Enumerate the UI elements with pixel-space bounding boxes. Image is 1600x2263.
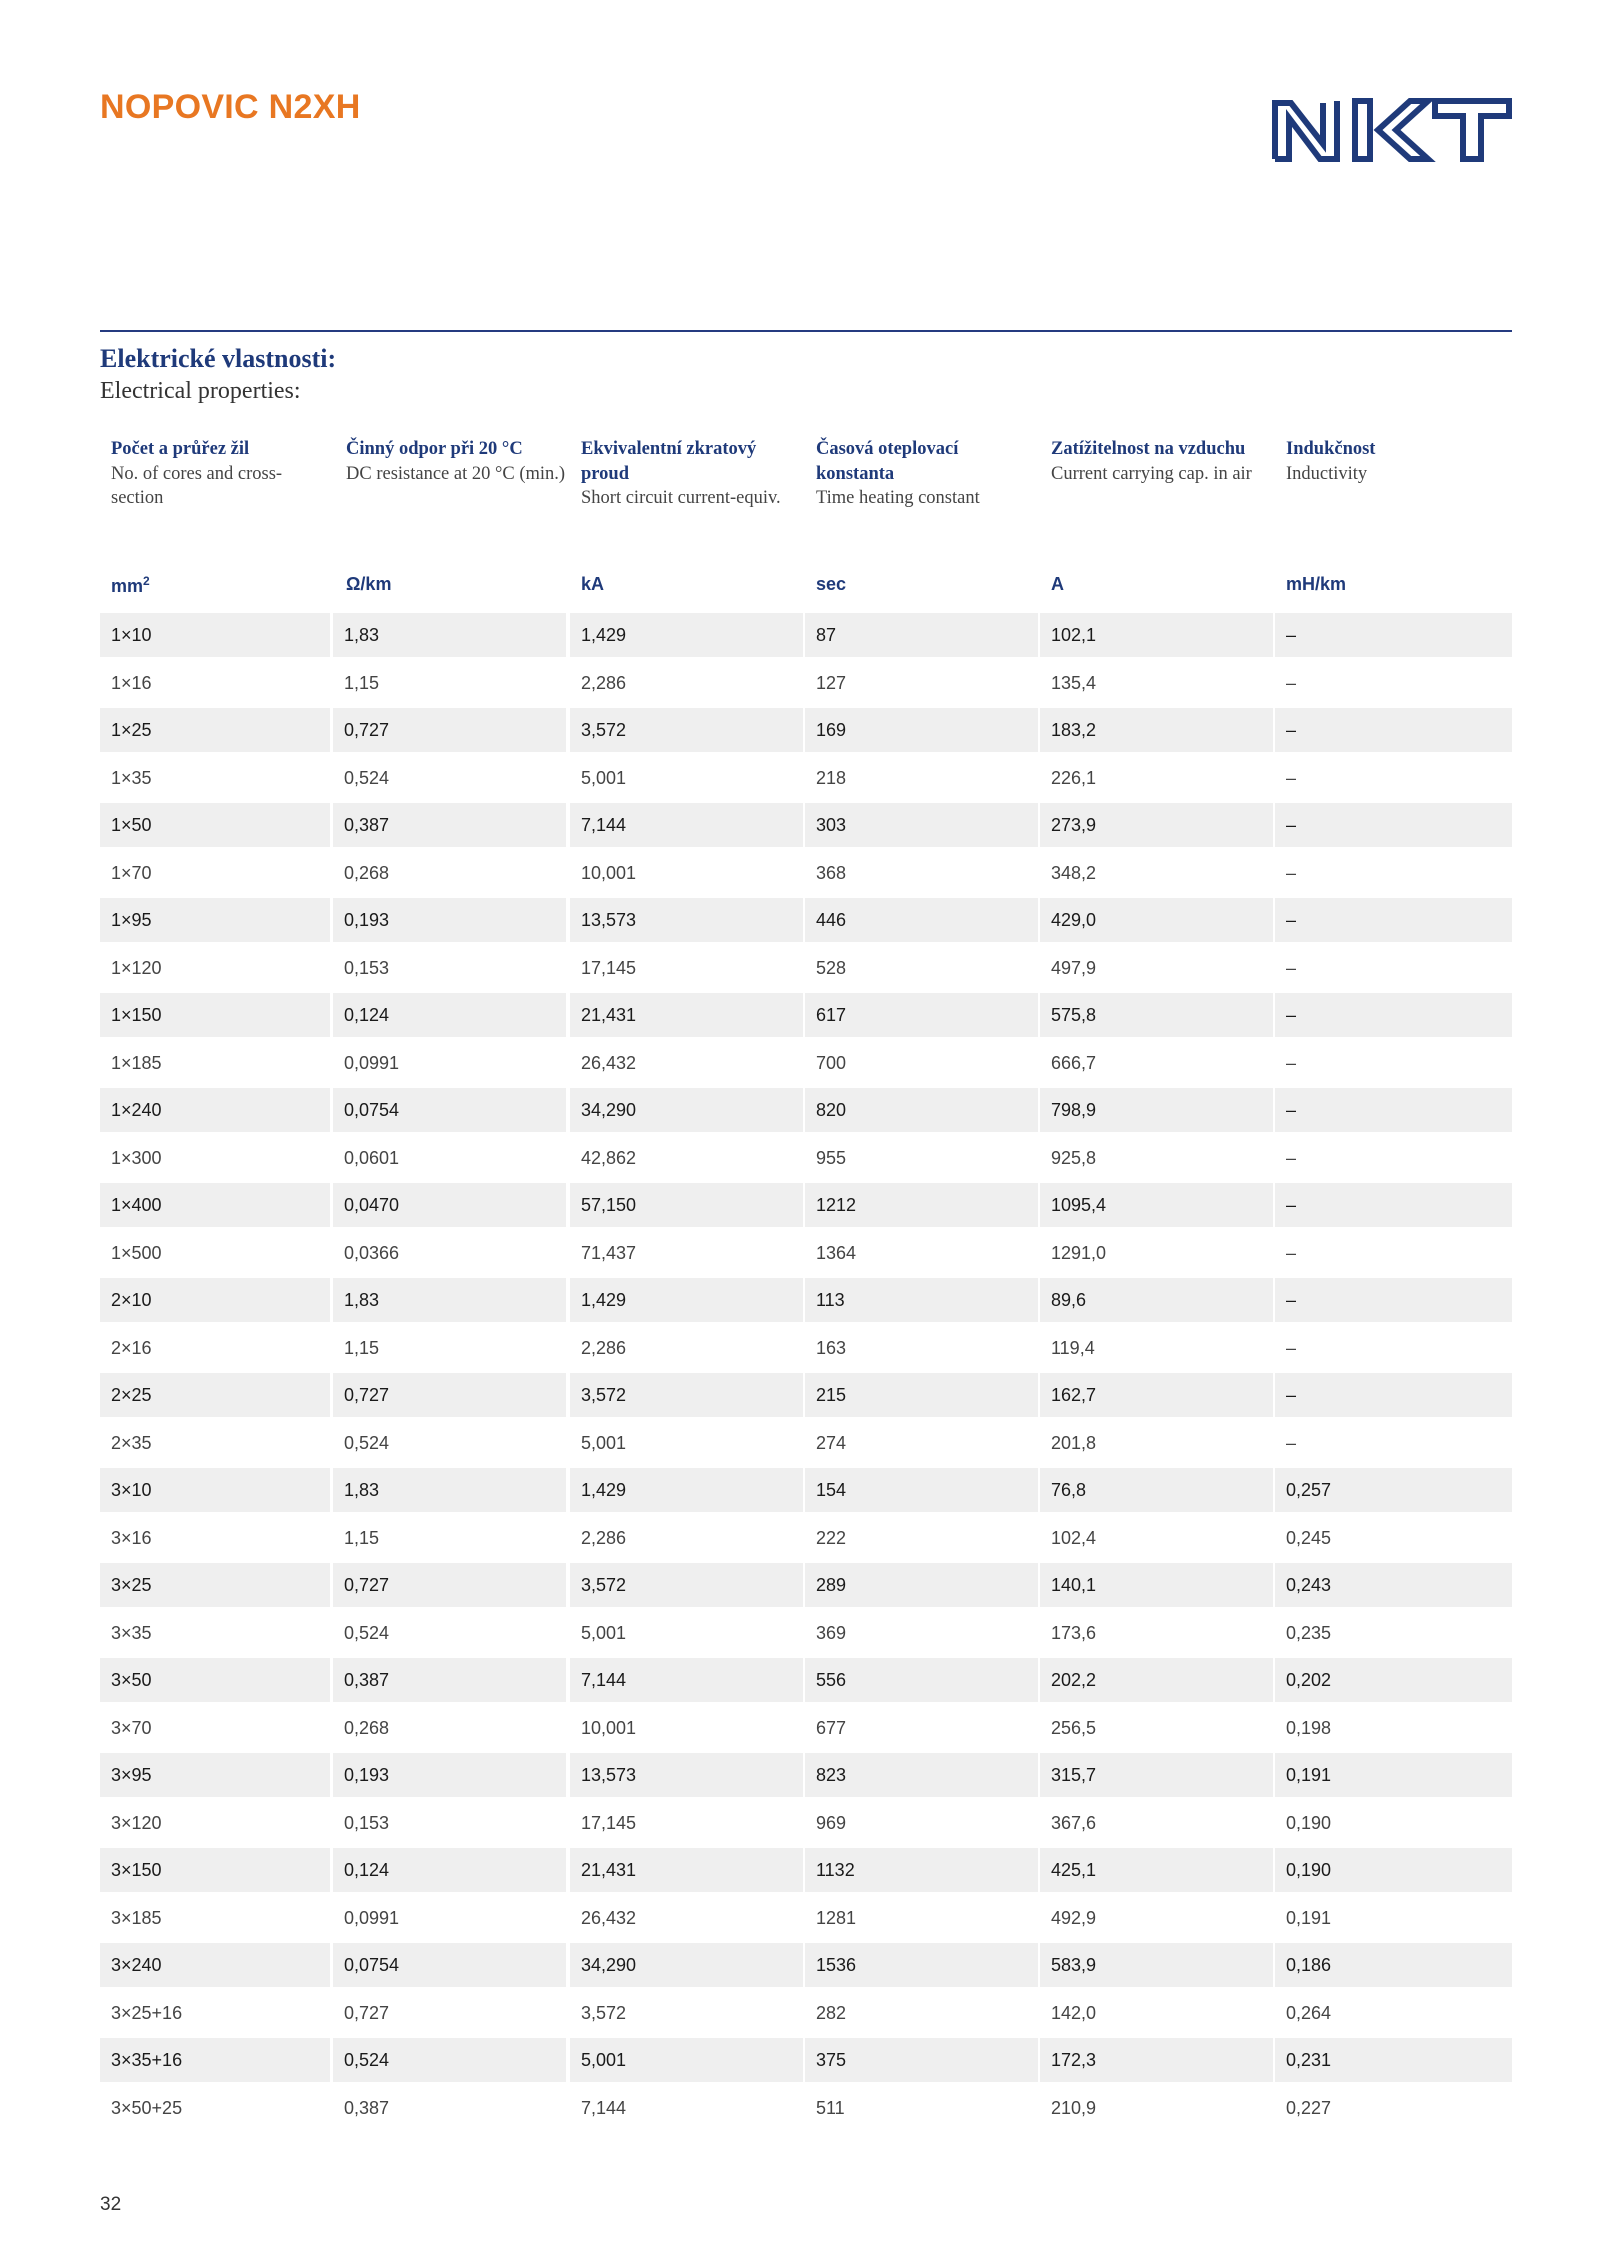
cell-time-constant: 369 <box>816 1622 847 1643</box>
cell-current-capacity: 583,9 <box>1040 1943 1273 1987</box>
cell-inductivity: 0,245 <box>1286 1527 1332 1548</box>
cell-cores: 1×400 <box>100 1183 330 1227</box>
cell-current-capacity: 172,3 <box>1040 2038 1273 2082</box>
cell-time-constant: 446 <box>805 898 1038 942</box>
cell-short-circuit: 34,290 <box>570 1088 803 1132</box>
cell-resistance: 0,193 <box>333 898 566 942</box>
cell-short-circuit: 42,862 <box>581 1147 637 1168</box>
cell-time-constant: 1132 <box>805 1848 1038 1892</box>
cell-inductivity: – <box>1286 1337 1297 1358</box>
cell-short-circuit: 5,001 <box>570 2038 803 2082</box>
table-row <box>100 1468 1512 1516</box>
cell-inductivity: 0,264 <box>1286 2002 1332 2023</box>
table-row <box>100 1801 1512 1849</box>
cell-resistance: 1,15 <box>344 1527 380 1548</box>
cell-cores: 3×35+16 <box>100 2038 330 2082</box>
table-row <box>100 1231 1512 1279</box>
cell-inductivity: – <box>1286 957 1297 978</box>
column-header-short-circuit: Ekvivalentní zkratový proud Short circuit current-equiv. <box>581 439 781 508</box>
table-row <box>100 898 1512 946</box>
cell-cores: 1×95 <box>100 898 330 942</box>
cell-current-capacity: 273,9 <box>1040 803 1273 847</box>
cell-resistance: 0,524 <box>344 767 390 788</box>
cell-inductivity: – <box>1275 803 1512 847</box>
cell-inductivity: 0,243 <box>1275 1563 1512 1607</box>
cell-cores: 1×300 <box>111 1147 162 1168</box>
cell-current-capacity: 666,7 <box>1051 1052 1097 1073</box>
cell-cores: 1×150 <box>100 993 330 1037</box>
cell-cores: 3×50 <box>100 1658 330 1702</box>
unit-cores: $mm^2$ <box>111 574 150 596</box>
cell-resistance: 1,83 <box>333 613 566 657</box>
page-title: NOPOVIC N2XH <box>100 88 361 126</box>
cell-cores: 3×150 <box>100 1848 330 1892</box>
cell-resistance: 0,268 <box>344 862 390 883</box>
cell-inductivity: 0,190 <box>1275 1848 1512 1892</box>
cell-short-circuit: 2,286 <box>581 672 627 693</box>
cell-inductivity: 0,257 <box>1275 1468 1512 1512</box>
cell-resistance: 1,15 <box>344 1337 380 1358</box>
unit-resistance: Ω/km <box>346 574 392 594</box>
cell-current-capacity: 89,6 <box>1040 1278 1273 1322</box>
cell-current-capacity: 210,9 <box>1051 2097 1097 2118</box>
cell-current-capacity: 135,4 <box>1051 672 1097 693</box>
cell-short-circuit: 3,572 <box>581 2002 627 2023</box>
cell-short-circuit: 7,144 <box>581 2097 627 2118</box>
cell-cores: 3×50+25 <box>111 2097 183 2118</box>
cell-time-constant: 1364 <box>816 1242 857 1263</box>
table-row <box>100 1136 1512 1184</box>
cell-resistance: 1,83 <box>333 1278 566 1322</box>
cell-resistance: 0,0601 <box>344 1147 400 1168</box>
cell-time-constant: 127 <box>816 672 847 693</box>
cell-cores: 3×35 <box>111 1622 152 1643</box>
cell-time-constant: 617 <box>805 993 1038 1037</box>
cell-inductivity: – <box>1275 1183 1512 1227</box>
table-row <box>100 1753 1512 1801</box>
cell-cores: 1×16 <box>111 672 152 693</box>
cell-short-circuit: 21,431 <box>570 1848 803 1892</box>
cell-cores: 1×185 <box>111 1052 162 1073</box>
cell-resistance: 0,387 <box>344 2097 390 2118</box>
table-row <box>100 613 1512 661</box>
table-row <box>100 946 1512 994</box>
cell-short-circuit: 10,001 <box>581 1717 637 1738</box>
cell-inductivity: – <box>1286 672 1297 693</box>
column-header-inductivity: Indukčnost Inductivity <box>1286 439 1376 484</box>
table-row <box>100 2038 1512 2086</box>
cell-inductivity: – <box>1286 1052 1297 1073</box>
cell-time-constant: 289 <box>805 1563 1038 1607</box>
table-row <box>100 803 1512 851</box>
cell-current-capacity: 1095,4 <box>1040 1183 1273 1227</box>
nkt-logo-icon <box>1270 98 1512 162</box>
cell-resistance: 0,0470 <box>333 1183 566 1227</box>
cell-short-circuit: 17,145 <box>581 957 637 978</box>
cell-current-capacity: 102,4 <box>1051 1527 1097 1548</box>
cell-current-capacity: 497,9 <box>1051 957 1097 978</box>
cell-time-constant: 303 <box>805 803 1038 847</box>
table-row <box>100 1991 1512 2039</box>
cell-current-capacity: 367,6 <box>1051 1812 1097 1833</box>
cell-cores: 1×70 <box>111 862 152 883</box>
cell-current-capacity: 925,8 <box>1051 1147 1097 1168</box>
unit-current-capacity: A <box>1051 574 1064 594</box>
cell-cores: 3×16 <box>111 1527 152 1548</box>
cell-cores: 1×240 <box>100 1088 330 1132</box>
cell-current-capacity: 425,1 <box>1040 1848 1273 1892</box>
cell-inductivity: – <box>1275 708 1512 752</box>
cell-time-constant: 282 <box>816 2002 847 2023</box>
table-row <box>100 1516 1512 1564</box>
column-header-time-constant: Časová oteplovací konstanta Time heating constant <box>816 439 980 508</box>
cell-time-constant: 1212 <box>805 1183 1038 1227</box>
cell-current-capacity: 102,1 <box>1040 613 1273 657</box>
cell-short-circuit: 7,144 <box>570 803 803 847</box>
cell-resistance: 0,727 <box>333 1373 566 1417</box>
cell-short-circuit: 5,001 <box>581 767 627 788</box>
cell-cores: 1×10 <box>100 613 330 657</box>
cell-current-capacity: 315,7 <box>1040 1753 1273 1797</box>
cell-inductivity: – <box>1286 862 1297 883</box>
cell-time-constant: 528 <box>816 957 847 978</box>
cell-time-constant: 677 <box>816 1717 847 1738</box>
cell-time-constant: 87 <box>805 613 1038 657</box>
cell-resistance: 0,0991 <box>344 1052 400 1073</box>
column-header-current-capacity: Zatížitelnost na vzduchu Current carrying cap. in air <box>1051 439 1252 484</box>
cell-inductivity: 0,202 <box>1275 1658 1512 1702</box>
cell-short-circuit: 3,572 <box>570 1563 803 1607</box>
table-row <box>100 1611 1512 1659</box>
cell-inductivity: – <box>1286 1432 1297 1453</box>
cell-short-circuit: 7,144 <box>570 1658 803 1702</box>
cell-short-circuit: 5,001 <box>581 1622 627 1643</box>
table-row <box>100 2086 1512 2134</box>
cell-short-circuit: 1,429 <box>570 1468 803 1512</box>
cell-current-capacity: 173,6 <box>1051 1622 1097 1643</box>
cell-current-capacity: 1291,0 <box>1051 1242 1107 1263</box>
cell-short-circuit: 13,573 <box>570 898 803 942</box>
table-row <box>100 1848 1512 1896</box>
cell-current-capacity: 492,9 <box>1051 1907 1097 1928</box>
cell-current-capacity: 201,8 <box>1051 1432 1097 1453</box>
table-row <box>100 1658 1512 1706</box>
unit-time-constant: sec <box>816 574 847 594</box>
cell-resistance: 0,387 <box>333 1658 566 1702</box>
table-header <box>100 437 1512 547</box>
cell-current-capacity: 119,4 <box>1051 1337 1095 1358</box>
cell-current-capacity: 142,0 <box>1051 2002 1097 2023</box>
cell-inductivity: – <box>1275 898 1512 942</box>
cell-resistance: 0,0991 <box>344 1907 400 1928</box>
table-row <box>100 1896 1512 1944</box>
cell-short-circuit: 57,150 <box>570 1183 803 1227</box>
cell-time-constant: 375 <box>805 2038 1038 2082</box>
cell-current-capacity: 140,1 <box>1040 1563 1273 1607</box>
table-row <box>100 1373 1512 1421</box>
cell-resistance: 0,524 <box>333 2038 566 2082</box>
cell-time-constant: 820 <box>805 1088 1038 1132</box>
cell-cores: 3×70 <box>111 1717 152 1738</box>
column-header-resistance: Činný odpor při 20 °C DC resistance at 20 °C (min.) <box>346 439 566 484</box>
cell-short-circuit: 71,437 <box>581 1242 637 1263</box>
cell-resistance: 1,83 <box>333 1468 566 1512</box>
cell-inductivity: 0,227 <box>1286 2097 1332 2118</box>
cell-cores: 2×35 <box>111 1432 152 1453</box>
cell-resistance: 0,153 <box>344 957 390 978</box>
table-row <box>100 1183 1512 1231</box>
cell-resistance: 0,153 <box>344 1812 390 1833</box>
table-row <box>100 993 1512 1041</box>
cell-time-constant: 163 <box>816 1337 847 1358</box>
cell-resistance: 0,727 <box>344 2002 390 2023</box>
cell-cores: 1×25 <box>100 708 330 752</box>
cell-resistance: 0,0754 <box>333 1943 566 1987</box>
cell-cores: 1×120 <box>111 957 162 978</box>
table-row <box>100 708 1512 756</box>
cell-inductivity: – <box>1275 993 1512 1037</box>
cell-inductivity: – <box>1275 1088 1512 1132</box>
cell-time-constant: 1536 <box>805 1943 1038 1987</box>
cell-time-constant: 218 <box>816 767 847 788</box>
cell-inductivity: 0,235 <box>1286 1622 1332 1643</box>
cell-inductivity: 0,198 <box>1286 1717 1332 1738</box>
cell-resistance: 0,124 <box>333 1848 566 1892</box>
table-row <box>100 851 1512 899</box>
cell-short-circuit: 2,286 <box>581 1527 627 1548</box>
cell-inductivity: 0,231 <box>1275 2038 1512 2082</box>
cell-time-constant: 969 <box>816 1812 847 1833</box>
cell-cores: 2×16 <box>111 1337 152 1358</box>
cell-cores: 3×25 <box>100 1563 330 1607</box>
cell-inductivity: – <box>1286 767 1297 788</box>
table-row <box>100 1326 1512 1374</box>
cell-short-circuit: 26,432 <box>581 1907 637 1928</box>
cell-resistance: 0,268 <box>344 1717 390 1738</box>
cell-current-capacity: 575,8 <box>1040 993 1273 1037</box>
cell-short-circuit: 26,432 <box>581 1052 637 1073</box>
table-row <box>100 1088 1512 1136</box>
unit-short-circuit: kA <box>581 574 605 594</box>
cell-current-capacity: 202,2 <box>1040 1658 1273 1702</box>
cell-short-circuit: 3,572 <box>570 1373 803 1417</box>
table-row <box>100 1278 1512 1326</box>
cell-time-constant: 1281 <box>816 1907 857 1928</box>
cell-time-constant: 955 <box>816 1147 847 1168</box>
cell-resistance: 0,727 <box>333 708 566 752</box>
cell-short-circuit: 1,429 <box>570 1278 803 1322</box>
cell-inductivity: – <box>1286 1242 1297 1263</box>
cell-cores: 3×25+16 <box>111 2002 183 2023</box>
page-number: 32 <box>100 2194 122 2215</box>
table-body <box>100 613 1512 2133</box>
cell-resistance: 1,15 <box>344 672 380 693</box>
cell-cores: 3×240 <box>100 1943 330 1987</box>
cell-inductivity: – <box>1275 1278 1512 1322</box>
cell-current-capacity: 256,5 <box>1051 1717 1097 1738</box>
cell-time-constant: 511 <box>816 2097 845 2118</box>
cell-resistance: 0,124 <box>333 993 566 1037</box>
cell-short-circuit: 13,573 <box>570 1753 803 1797</box>
cell-time-constant: 222 <box>816 1527 847 1548</box>
cell-time-constant: 215 <box>805 1373 1038 1417</box>
cell-current-capacity: 348,2 <box>1051 862 1097 883</box>
cell-resistance: 0,387 <box>333 803 566 847</box>
cell-inductivity: – <box>1275 613 1512 657</box>
cell-cores: 1×50 <box>100 803 330 847</box>
units-row <box>100 574 1512 602</box>
cell-cores: 2×10 <box>100 1278 330 1322</box>
cell-cores: 3×10 <box>100 1468 330 1512</box>
section-subtitle: Electrical properties: <box>100 378 301 404</box>
cell-resistance: 0,524 <box>344 1432 390 1453</box>
cell-inductivity: – <box>1275 1373 1512 1417</box>
cell-inductivity: 0,191 <box>1275 1753 1512 1797</box>
cell-time-constant: 274 <box>816 1432 847 1453</box>
cell-current-capacity: 429,0 <box>1040 898 1273 942</box>
cell-time-constant: 368 <box>816 862 847 883</box>
cell-current-capacity: 76,8 <box>1040 1468 1273 1512</box>
cell-short-circuit: 21,431 <box>570 993 803 1037</box>
section-divider <box>100 330 1512 332</box>
cell-time-constant: 169 <box>805 708 1038 752</box>
cell-time-constant: 154 <box>805 1468 1038 1512</box>
cell-resistance: 0,0754 <box>333 1088 566 1132</box>
cell-time-constant: 556 <box>805 1658 1038 1702</box>
cell-cores: 2×25 <box>100 1373 330 1417</box>
cell-short-circuit: 2,286 <box>581 1337 627 1358</box>
table-row <box>100 1563 1512 1611</box>
section-title: Elektrické vlastnosti: <box>100 344 337 373</box>
cell-short-circuit: 1,429 <box>570 613 803 657</box>
cell-current-capacity: 226,1 <box>1051 767 1097 788</box>
cell-short-circuit: 10,001 <box>581 862 637 883</box>
cell-inductivity: 0,186 <box>1275 1943 1512 1987</box>
cell-time-constant: 113 <box>805 1278 1038 1322</box>
cell-current-capacity: 162,7 <box>1040 1373 1273 1417</box>
cell-inductivity: 0,191 <box>1286 1907 1332 1928</box>
table-row <box>100 661 1512 709</box>
cell-short-circuit: 3,572 <box>570 708 803 752</box>
cell-current-capacity: 798,9 <box>1040 1088 1273 1132</box>
table-row <box>100 1943 1512 1991</box>
cell-resistance: 0,727 <box>333 1563 566 1607</box>
cell-cores: 3×95 <box>100 1753 330 1797</box>
cell-time-constant: 823 <box>805 1753 1038 1797</box>
cell-current-capacity: 183,2 <box>1040 708 1273 752</box>
cell-resistance: 0,524 <box>344 1622 390 1643</box>
cell-short-circuit: 34,290 <box>570 1943 803 1987</box>
cell-short-circuit: 5,001 <box>581 1432 627 1453</box>
table-row <box>100 1421 1512 1469</box>
cell-short-circuit: 17,145 <box>581 1812 637 1833</box>
table-row <box>100 756 1512 804</box>
cell-cores: 1×500 <box>111 1242 162 1263</box>
table-row <box>100 1041 1512 1089</box>
cell-cores: 1×35 <box>111 767 152 788</box>
cell-inductivity: – <box>1286 1147 1297 1168</box>
column-header-cores: Počet a průřez žil No. of cores and cross-section <box>111 439 283 508</box>
cell-resistance: 0,193 <box>333 1753 566 1797</box>
cell-cores: 3×120 <box>111 1812 162 1833</box>
unit-inductivity: mH/km <box>1286 574 1347 594</box>
cell-time-constant: 700 <box>816 1052 847 1073</box>
cell-inductivity: 0,190 <box>1286 1812 1332 1833</box>
cell-cores: 3×185 <box>111 1907 162 1928</box>
table-row <box>100 1706 1512 1754</box>
cell-resistance: 0,0366 <box>344 1242 400 1263</box>
